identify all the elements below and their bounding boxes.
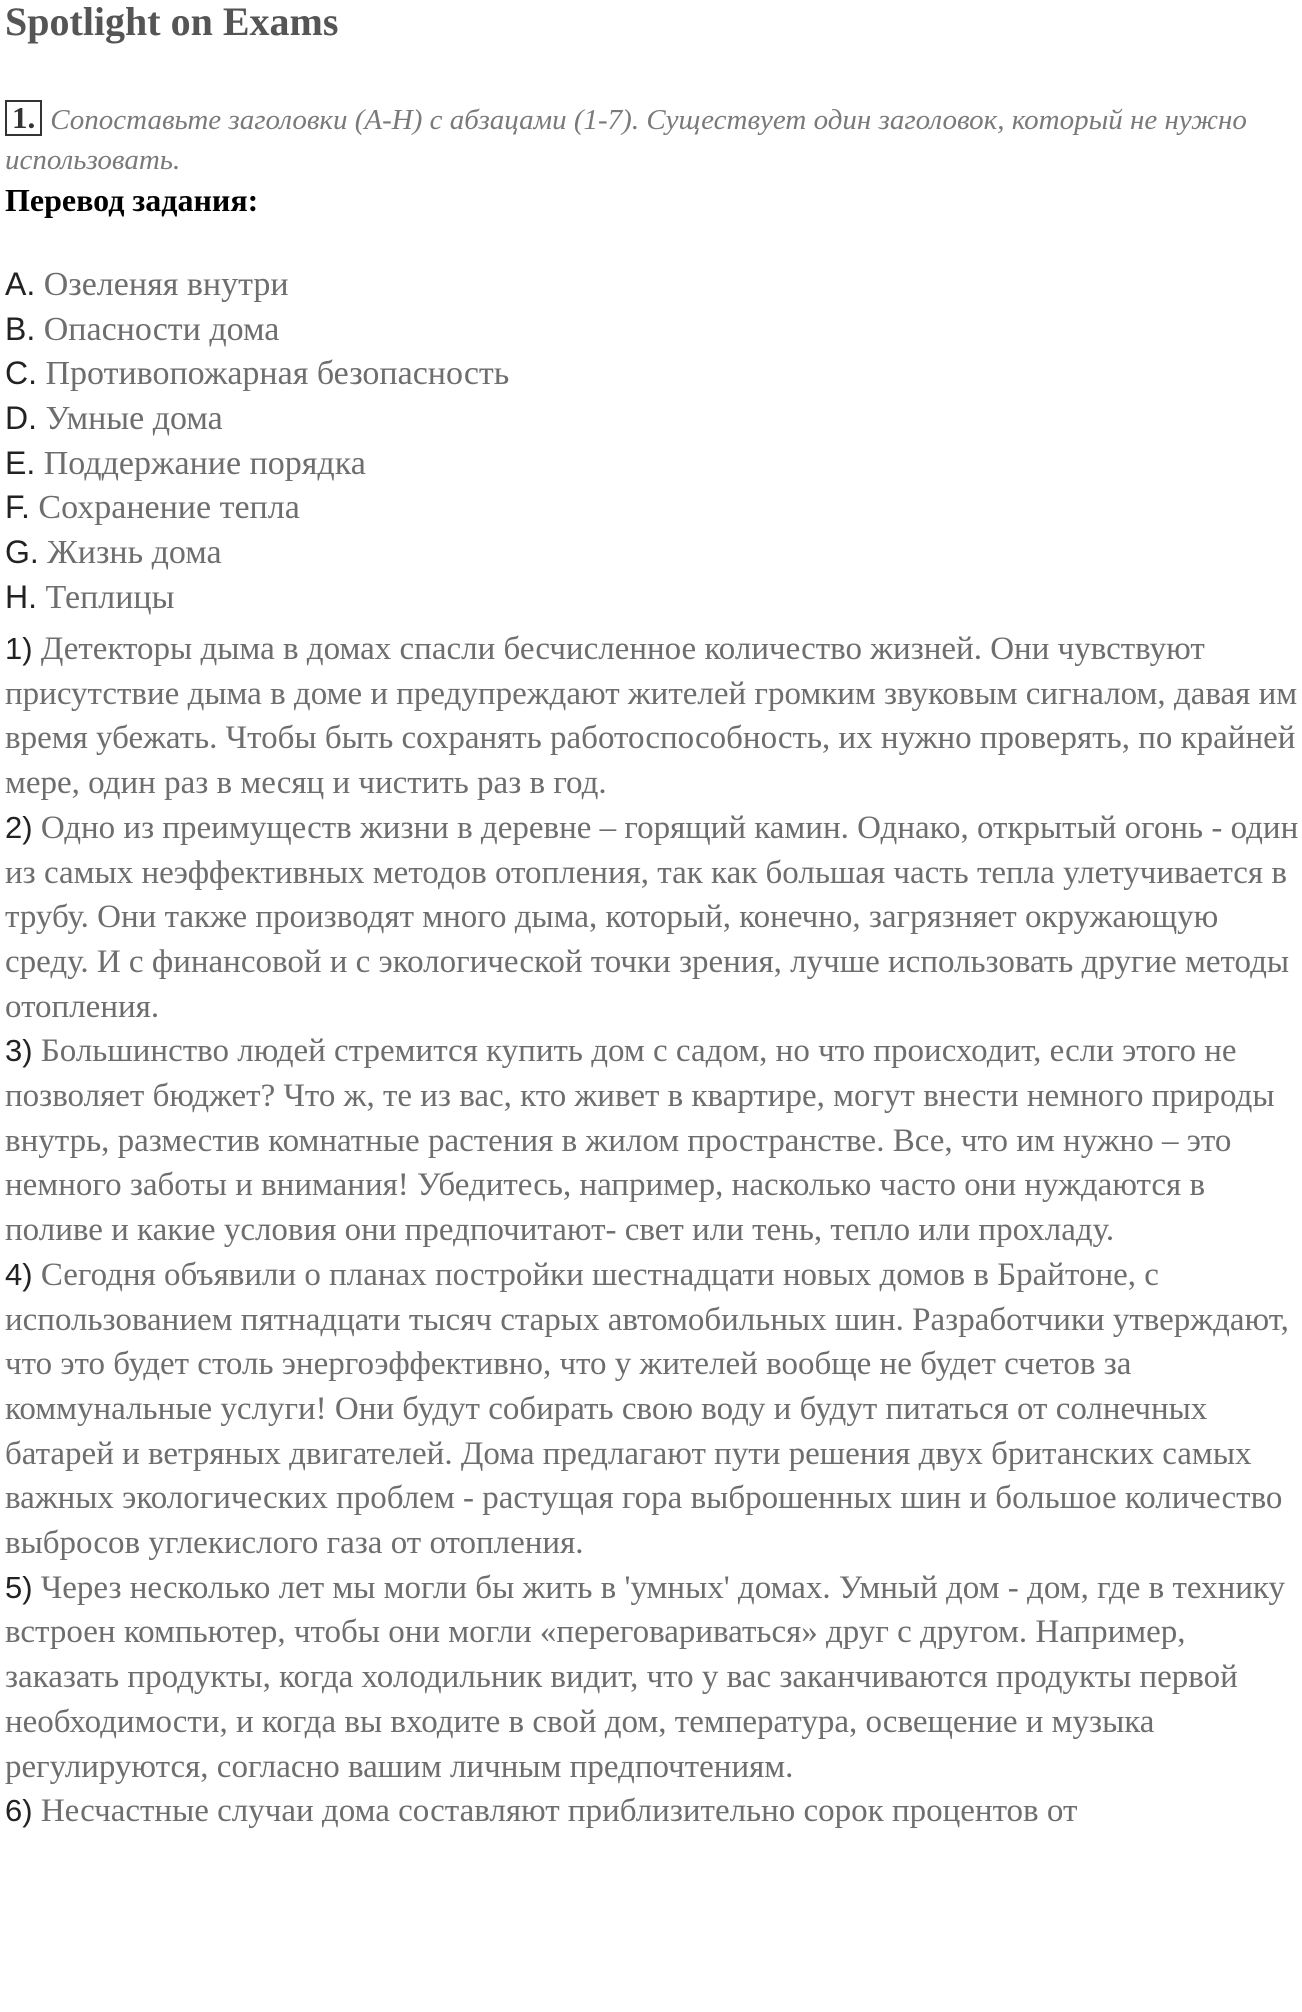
paragraph-text: Сегодня объявили о планах постройки шестнадцати новых домов в Брайтоне, с использованием пятнадцати тысяч старых автомобильных шин. Разработчики утверждают, что это будет столь энергоэффективно, что у жителей вообще не будет счетов за коммунальные услуги! Они будут собирать свою воду и будут питаться от солнечных батарей и ветряных двигателей. Дома предлагают пути решения двух британских самых важных экологических проблем - растущая гора выброшенных шин и большое количество выбросов углекислого газа от отопления. [5,1256,1289,1562]
heading-text: Теплицы [45,578,175,616]
heading-text: Поддержание порядка [43,444,366,482]
heading-letter: E. [5,444,36,481]
task-instruction-text: Сопоставьте заголовки (A-H) с абзацами (1-7). Существует один заголовок, который не нужно использовать. [5,104,1247,176]
heading-letter: G. [5,534,39,571]
paragraph-item [5,1253,1300,1566]
heading-letter: F. [5,489,30,526]
heading-text: Жизнь дома [47,534,222,572]
heading-text: Опасности дома [43,310,280,348]
heading-letter: D. [5,400,37,437]
paragraph-item [5,1029,1300,1253]
heading-item [5,575,509,620]
paragraph-text: Несчастные случаи дома составляют приблизительно сорок процентов от [40,1793,1078,1830]
paragraphs-list [5,627,1300,1834]
heading-letter: H. [5,578,37,615]
task-instruction-block [5,100,1297,180]
paragraph-text: Большинство людей стремится купить дом с садом, но что происходит, если этого не позволяет бюджет? Что ж, те из вас, кто живет в квартире, могут внести немного природы внутрь, разместив комнатные растения в жилом пространстве. Все, что им нужно – это немного заботы и внимания! Убедитесь, например, насколько часто они нуждаются в поливе и какие условия они предпочитают- свет или тень, тепло или прохладу. [5,1033,1275,1249]
paragraph-item [5,806,1300,1030]
paragraph-text: Одно из преимуществ жизни в деревне – горящий камин. Однако, открытый огонь - один из самых неэффективных методов отопления, так как большая часть тепла улетучивается в трубу. Они также производят много дыма, который, конечно, загрязняет окружающую среду. И с финансовой и с экологической точки зрения, лучше использовать другие методы отопления. [5,809,1299,1025]
heading-item [5,485,509,530]
paragraph-number: 2) [5,809,33,845]
heading-text: Противопожарная безопасность [45,355,510,393]
heading-item [5,307,509,352]
heading-item [5,530,509,575]
paragraph-item [5,627,1300,806]
heading-letter: B. [5,310,36,347]
paragraph-number: 1) [5,631,33,666]
paragraph-text: Детекторы дыма в домах спасли бесчисленное количество жизней. Они чувствуют присутствие дыма в доме и предупреждают жителей громким звуковым сигналом, давая им время убежать. Чтобы быть сохранять работоспособность, их нужно проверять, по крайней мере, один раз в месяц и чистить раз в год. [5,631,1298,802]
translation-heading: Перевод задания: [5,182,259,218]
heading-letter: A. [5,266,36,302]
heading-item [5,441,509,486]
heading-item [5,262,509,307]
heading-text: Сохранение тепла [38,489,300,527]
paragraph-number: 4) [5,1256,33,1292]
heading-letter: C. [5,355,37,392]
paragraph-number: 6) [5,1793,33,1829]
heading-item [5,351,509,396]
headings-list [5,262,509,620]
heading-text: Озеленяя внутри [43,266,289,303]
paragraph-text: Через несколько лет мы могли бы жить в 'умных' домах. Умный дом - дом, где в технику встроен компьютер, чтобы они могли «переговариваться» друг с другом. Например, заказать продукты, когда холодильник видит, что у вас заканчиваются продукты первой необходимости, и когда вы входите в свой дом, температура, освещение и музыка регулируются, согласно вашим личным предпочтениям. [5,1569,1285,1785]
heading-text: Умные дома [45,400,223,438]
page-title: Spotlight on Exams [5,0,339,44]
task-number-box: 1. [5,100,42,136]
paragraph-item [5,1566,1300,1790]
paragraph-item [5,1789,1300,1834]
paragraph-number: 3) [5,1033,33,1069]
heading-item [5,396,509,441]
paragraph-number: 5) [5,1569,33,1605]
